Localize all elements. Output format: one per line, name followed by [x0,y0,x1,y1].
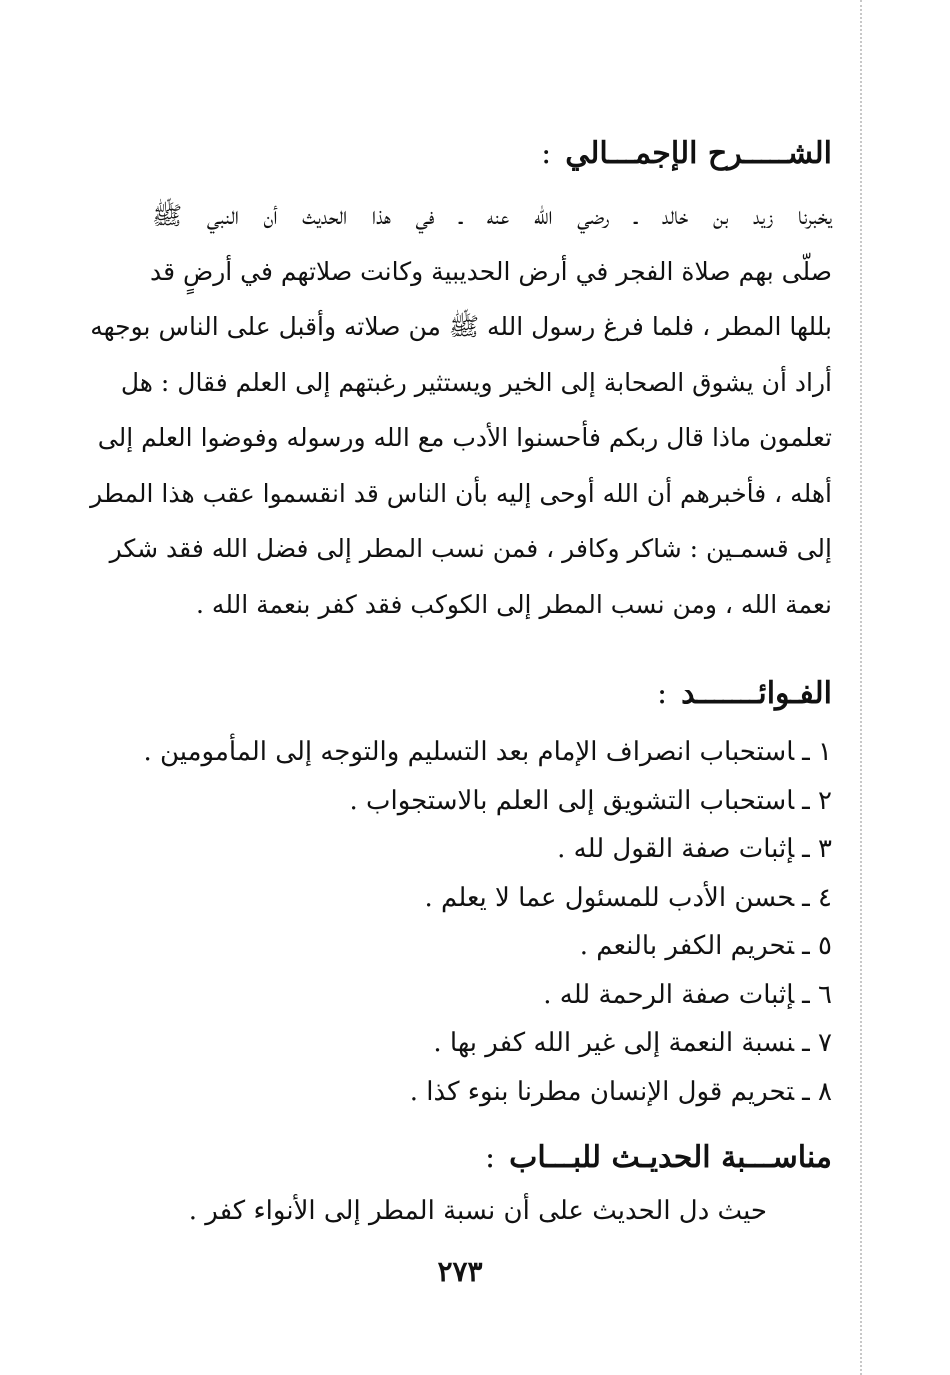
explanation-heading [541,136,832,171]
benefit-number: ١ ـ [802,737,832,767]
benefit-number: ٥ ـ [802,931,832,961]
relevance-heading [485,1140,832,1175]
explanation-heading-text: الشـــــرح الإجمـــالي [565,136,832,171]
benefit-number: ٦ ـ [802,979,832,1010]
relevance-heading-colon: : [485,1140,496,1175]
benefit-item [143,971,832,1020]
benefit-text: تحريم قول الإنسان مطرنا بنوء كذا . [409,1076,795,1107]
benefit-number: ٧ ـ [802,1028,832,1058]
benefits-heading-text: الفـوائـــــــد [681,676,832,711]
paragraph-line: أراد أن يشوق الصحابة إلى الخير ويستثير رغبتهم إلى العلم فقال : هل [120,367,832,397]
benefits-list [143,728,832,1116]
benefits-heading-colon: : [656,676,668,711]
scan-edge-dots [860,0,862,1375]
benefit-text: إثبات صفة الرحمة لله . [543,979,795,1010]
benefit-text: استحباب التشويق إلى العلم بالاستجواب . [349,785,795,816]
benefit-item [143,825,832,874]
benefit-item [143,1019,832,1068]
paragraph-line: بللها المطر ، فلما فرغ رسول الله ﷺ من صلاته وأقبل على الناس بوجهه [90,312,832,341]
paragraph-line: يخبرنا زيد بن خالد ـ رضي الله عنه ـ في هذا الحديث أن النبي ﷺ [152,201,832,230]
benefit-text: إثبات صفة القول لله . [557,834,795,864]
benefit-text: حسن الأدب للمسئول عما لا يعلم . [424,882,795,913]
benefit-number: ٣ ـ [802,834,832,864]
benefit-number: ٨ ـ [802,1076,832,1107]
benefit-number: ٤ ـ [802,882,832,913]
paragraph-line: تعلمون ماذا قال ربكم فأحسنوا الأدب مع الله ورسوله وفوضوا العلم إلى [97,423,832,452]
benefit-item [143,922,832,971]
benefit-item [143,1068,832,1117]
paragraph-line: نعمة الله ، ومن نسب المطر إلى الكوكب فقد كفر بنعمة الله . [196,589,832,619]
paragraph-line: إلى قسمـين : شاكر وكافر ، فمن نسب المطر إلى فضل الله فقد شكر [109,534,832,563]
paragraph-line: صلّى بهم صلاة الفجر في أرض الحديبية وكانت صلاتهم في أرضٍ قد [149,256,832,286]
explanation-heading-colon: : [541,136,552,171]
benefit-item [143,777,832,826]
benefit-text: تحريم الكفر بالنعم . [579,931,795,961]
page-number: ٢٧٣ [437,1255,483,1288]
benefits-heading [657,676,832,711]
relevance-heading-text: مناســـبة الحديـث للبـــاب [509,1140,832,1175]
explanation-paragraph [90,188,832,632]
benefit-number: ٢ ـ [802,785,832,816]
benefit-item [143,728,832,777]
paragraph-line: أهله ، فأخبرهم أن الله أوحى إليه بأن الناس قد انقسموا عقب هذا المطر [90,478,832,508]
benefit-text: نسبة النعمة إلى غير الله كفر بها . [433,1028,795,1058]
relevance-text: حيث دل الحديث على أن نسبة المطر إلى الأنواء كفر . [188,1196,767,1226]
benefit-text: استحباب انصراف الإمام بعد التسليم والتوجه إلى المأمومين . [143,737,795,767]
benefit-item [143,874,832,923]
